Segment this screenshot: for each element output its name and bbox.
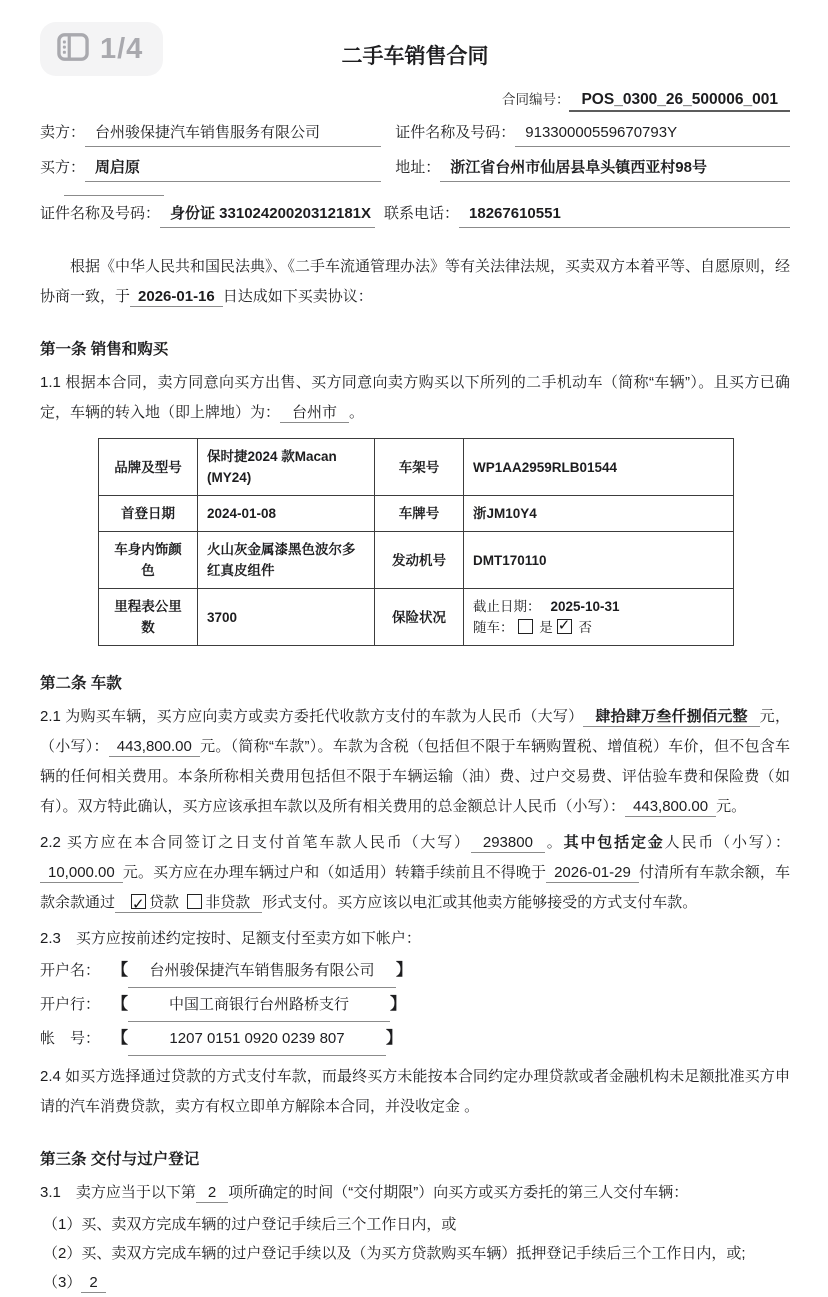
clause-2-2-text-c: 人民币（小写）： <box>664 834 790 851</box>
account-number-value: 1207 0151 0920 0239 807 <box>128 1024 386 1056</box>
buyer-address-label: 地址： <box>395 159 441 176</box>
first-reg-value: 2024-01-08 <box>198 496 375 532</box>
bank-label: 开户行： <box>40 996 101 1013</box>
bracket-close: 】 <box>396 962 413 979</box>
insurance-yes-checkbox[interactable] <box>518 619 533 634</box>
intro-text-1: 根据《中华人民共和国民法典》、《二手车流通管理办法》等有关法律法规，买卖双方本着平等、自愿原则，经协商一致，于 <box>40 258 791 305</box>
bracket-open: 【 <box>112 1030 129 1047</box>
clause-3-1-text-b: 项所确定的时间（“交付期限”）向买方或买方委托的第三人交付车辆： <box>228 1184 689 1201</box>
clause-2-1-text-d: 元。 <box>716 798 747 815</box>
vehicle-info-table <box>98 438 734 646</box>
price-numeric: 443,800.00 <box>109 738 200 757</box>
seller-row <box>40 121 790 147</box>
pages-icon <box>56 32 90 66</box>
deposit-amount: 10,000.00 <box>40 864 123 883</box>
insurance-yes-label: 是 <box>539 620 553 635</box>
buyer-address-value: 浙江省台州市仙居县阜头镇西亚村98号 <box>440 156 790 182</box>
bank-row <box>40 990 790 1022</box>
clause-2-1-text-b: 元，（小写）： <box>40 708 790 755</box>
delivery-option-number: 2 <box>196 1184 228 1203</box>
nonloan-label: 非贷款 <box>205 894 251 911</box>
insurance-withcar-label: 随车： <box>473 620 514 635</box>
table-row <box>99 589 734 646</box>
clause-2-2-text-a: 2.2 买方应在本合同签订之日支付首笔车款人民币（大写） <box>40 834 471 851</box>
intro-text-2: 日达成如下买卖协议： <box>222 288 373 305</box>
section3-heading: 第三条 交付与过户登记 <box>40 1151 200 1168</box>
transfer-city-value: 台州市 <box>280 404 349 423</box>
seller-value: 台州骏保捷汽车销售服务有限公司 <box>85 121 381 147</box>
clause-2-2-text-e: 付清所有车款余额，车款余款通过 <box>40 864 790 911</box>
delivery-option-3-value: 2 <box>81 1274 105 1293</box>
phone-value: 18267610551 <box>459 202 790 228</box>
bracket-close: 】 <box>386 1030 403 1047</box>
clause-2-2-text-b: 。 <box>544 834 564 851</box>
buyer-label: 买方： <box>40 159 86 176</box>
section1-heading: 第一条 销售和购买 <box>40 341 169 358</box>
intro-paragraph <box>40 252 790 312</box>
clause-2-2-text-f: 形式支付。买方应该以电汇或其他卖方能够接受的方式支付车款。 <box>262 894 698 911</box>
buyer-row <box>40 156 790 182</box>
insurance-date-label: 截止日期： <box>473 599 541 614</box>
document-header <box>40 0 790 74</box>
payment-method-group <box>115 894 262 913</box>
delivery-options-list <box>40 1210 790 1297</box>
brand-model-value: 保时捷2024 款Macan (MY24) <box>198 439 375 496</box>
clause-2-4: 2.4 如买方选择通过贷款的方式支付车款，而最终买方未能按本合同约定办理贷款或者金融机构未足额批准买方申请的汽车消费贷款，卖方有权立即单方解除本合同，并没收定金 。 <box>40 1068 790 1115</box>
contract-number-value: POS_0300_26_500006_001 <box>569 91 790 112</box>
buyer-value: 周启原 <box>85 156 381 182</box>
deposit-bold-text: 其中包括定金 <box>563 834 665 851</box>
table-row <box>99 439 734 496</box>
color-label: 车身内饰颜色 <box>99 532 198 589</box>
delivery-option-2: （2）买、卖双方完成车辆的过户登记手续以及（为买方贷款购买车辆）抵押登记手续后三个工作日内，或; <box>43 1245 746 1262</box>
clause-2-1-text-c: 元。（简称“车款”）。车款为含税（包括但不限于车辆购置税、增值税）车价，但不包含车辆的任何相关费用。本条所称相关费用包括但不限于车辆运输（油）费、过户交易费、评估验车费和保险费（如有）。双方特此确认，买方应该承担车款以及所有相关费用的总金额总计人民币（小写）： <box>40 738 790 815</box>
account-name-label: 开户名： <box>40 962 101 979</box>
clause-1-1-text: 1.1 根据本合同，卖方同意向买方出售、买方同意向卖方购买以下所列的二手机动车（简称“车辆”）。且买方已确定，车辆的转入地（即上牌地）为： <box>40 374 790 421</box>
clause-3-1 <box>40 1178 790 1208</box>
color-value: 火山灰金属漆黑色波尔多红真皮组件 <box>198 532 375 589</box>
plate-value: 浙JM10Y4 <box>464 496 734 532</box>
bracket-close: 】 <box>390 996 407 1013</box>
clause-2-3: 2.3 买方应按前述约定按时、足额支付至卖方如下帐户： <box>40 930 421 947</box>
account-number-row <box>40 1024 790 1056</box>
clause-3-1-text-a: 3.1 卖方应当于以下第 <box>40 1184 196 1201</box>
loan-checkbox[interactable] <box>131 894 146 909</box>
section2-heading: 第二条 车款 <box>40 675 122 692</box>
buyer-cert-value: 身份证 33102420020312181X <box>160 202 375 228</box>
brand-model-label: 品牌及型号 <box>99 439 198 496</box>
clause-2-2 <box>40 828 790 918</box>
table-row <box>99 496 734 532</box>
delivery-option-1: （1）买、卖双方完成车辆的过户登记手续后三个工作日内，或 <box>43 1216 457 1233</box>
nonloan-checkbox[interactable] <box>187 894 202 909</box>
buyer-cert-row <box>40 202 790 228</box>
insurance-no-label: 否 <box>578 620 593 635</box>
seller-cert-label: 证件名称及号码： <box>395 124 516 141</box>
insurance-cell <box>464 589 734 646</box>
clause-1-1-end: 。 <box>349 404 365 421</box>
price-capital-cn: 肆拾肆万叁仟捌佰元整 <box>583 708 759 727</box>
bracket-open: 【 <box>112 962 129 979</box>
account-number-label: 帐 号： <box>40 1030 101 1047</box>
bank-value: 中国工商银行台州路桥支行 <box>128 990 390 1022</box>
account-name-value: 台州骏保捷汽车销售服务有限公司 <box>128 956 396 988</box>
first-reg-label: 首登日期 <box>99 496 198 532</box>
bracket-open: 【 <box>112 996 129 1013</box>
engine-no-value: DMT170110 <box>464 532 734 589</box>
document-title: 二手车销售合同 <box>341 45 489 68</box>
vin-label: 车架号 <box>375 439 464 496</box>
total-amount: 443,800.00 <box>625 798 716 817</box>
contract-number-label: 合同编号： <box>501 92 570 107</box>
loan-label: 贷款 <box>149 894 180 911</box>
account-name-row <box>40 956 790 988</box>
phone-label: 联系电话： <box>384 205 460 222</box>
mileage-value: 3700 <box>198 589 375 646</box>
delivery-option-3 <box>40 1268 790 1297</box>
clause-1-1 <box>40 368 790 428</box>
insurance-no-checkbox[interactable] <box>557 619 572 634</box>
agreement-date: 2026-01-16 <box>130 288 223 307</box>
address-continuation-line <box>64 182 164 196</box>
payment-deadline: 2026-01-29 <box>546 864 639 883</box>
plate-label: 车牌号 <box>375 496 464 532</box>
contract-number-row <box>40 88 790 112</box>
seller-cert-value: 91330000559670793Y <box>515 121 790 147</box>
insurance-label: 保险状况 <box>375 589 464 646</box>
buyer-cert-label: 证件名称及号码： <box>40 205 161 222</box>
clause-2-1 <box>40 702 790 822</box>
insurance-date-value: 2025-10-31 <box>550 599 620 614</box>
page-indicator-text: 1/4 <box>100 32 144 65</box>
delivery-option-3-label: （3） <box>43 1274 82 1291</box>
first-payment: 293800 <box>471 834 545 853</box>
engine-no-label: 发动机号 <box>375 532 464 589</box>
vin-value: WP1AA2959RLB01544 <box>464 439 734 496</box>
seller-label: 卖方： <box>40 124 86 141</box>
mileage-label: 里程表公里数 <box>99 589 198 646</box>
table-row <box>99 532 734 589</box>
page-indicator[interactable] <box>40 22 163 76</box>
clause-2-1-text-a: 2.1 为购买车辆，买方应向卖方或卖方委托代收款方支付的车款为人民币（大写） <box>40 708 584 725</box>
clause-2-2-text-d: 元。买方应在办理车辆过户和（如适用）转籍手续前且不得晚于 <box>122 864 547 881</box>
